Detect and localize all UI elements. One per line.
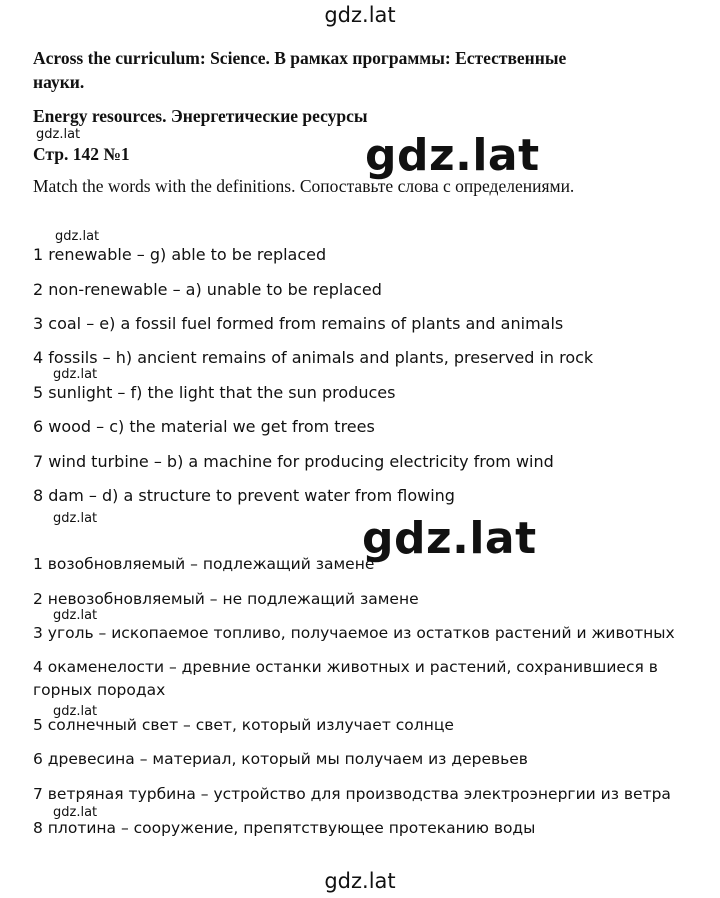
answer-ru-1: 1 возобновляемый – подлежащий замене: [33, 555, 375, 573]
answer-ru-6: 6 древесина – материал, который мы получаем из деревьев: [33, 750, 528, 768]
answer-en-1: 1 renewable – g) able to be replaced: [33, 245, 327, 264]
answer-ru-4-continued: горных породах: [33, 681, 166, 699]
curriculum-heading-line1: Across the curriculum: Science. В рамках программы: Естественные: [33, 48, 567, 68]
watermark-small-3: gdz.lat: [53, 367, 98, 382]
answer-en-4: 4 fossils – h) ancient remains of animals and plants, preserved in rock: [33, 348, 594, 367]
watermark-top: gdz.lat: [324, 3, 396, 27]
answer-en-6: 6 wood – c) the material we get from trees: [33, 417, 375, 436]
topic-heading: Energy resources. Энергетические ресурсы: [33, 106, 368, 126]
watermark-small-4: gdz.lat: [53, 511, 98, 526]
answer-ru-7: 7 ветряная турбина – устройство для производства электроэнергии из ветра: [33, 785, 671, 803]
instruction-text: Match the words with the definitions. Сопоставьте слова с определениями.: [33, 176, 575, 196]
answer-ru-8: 8 плотина – сооружение, препятствующее протеканию воды: [33, 819, 536, 837]
watermark-small-1: gdz.lat: [36, 127, 81, 142]
watermark-large-2: gdz.lat: [362, 513, 537, 564]
answer-ru-3: 3 уголь – ископаемое топливо, получаемое из остатков растений и животных: [33, 624, 675, 642]
answer-en-8: 8 dam – d) a structure to prevent water from flowing: [33, 486, 455, 505]
exercise-heading: Стр. 142 №1: [33, 144, 130, 164]
answer-en-5: 5 sunlight – f) the light that the sun produces: [33, 383, 396, 402]
watermark-small-5: gdz.lat: [53, 608, 98, 623]
answer-ru-2: 2 невозобновляемый – не подлежащий замене: [33, 590, 419, 608]
curriculum-heading-line2: науки.: [33, 72, 85, 92]
answer-ru-4: 4 окаменелости – древние останки животных и растений, сохранившиеся в: [33, 658, 658, 676]
answer-en-2: 2 non-renewable – a) unable to be replaced: [33, 280, 382, 299]
watermark-small-7: gdz.lat: [53, 805, 98, 820]
answer-en-7: 7 wind turbine – b) a machine for producing electricity from wind: [33, 452, 554, 471]
watermark-bottom: gdz.lat: [324, 869, 396, 893]
watermark-large-1: gdz.lat: [365, 130, 540, 181]
answer-en-3: 3 coal – e) a fossil fuel formed from remains of plants and animals: [33, 314, 564, 333]
answer-ru-5: 5 солнечный свет – свет, который излучает солнце: [33, 716, 454, 734]
watermark-small-6: gdz.lat: [53, 704, 98, 719]
watermark-small-2: gdz.lat: [55, 229, 100, 244]
